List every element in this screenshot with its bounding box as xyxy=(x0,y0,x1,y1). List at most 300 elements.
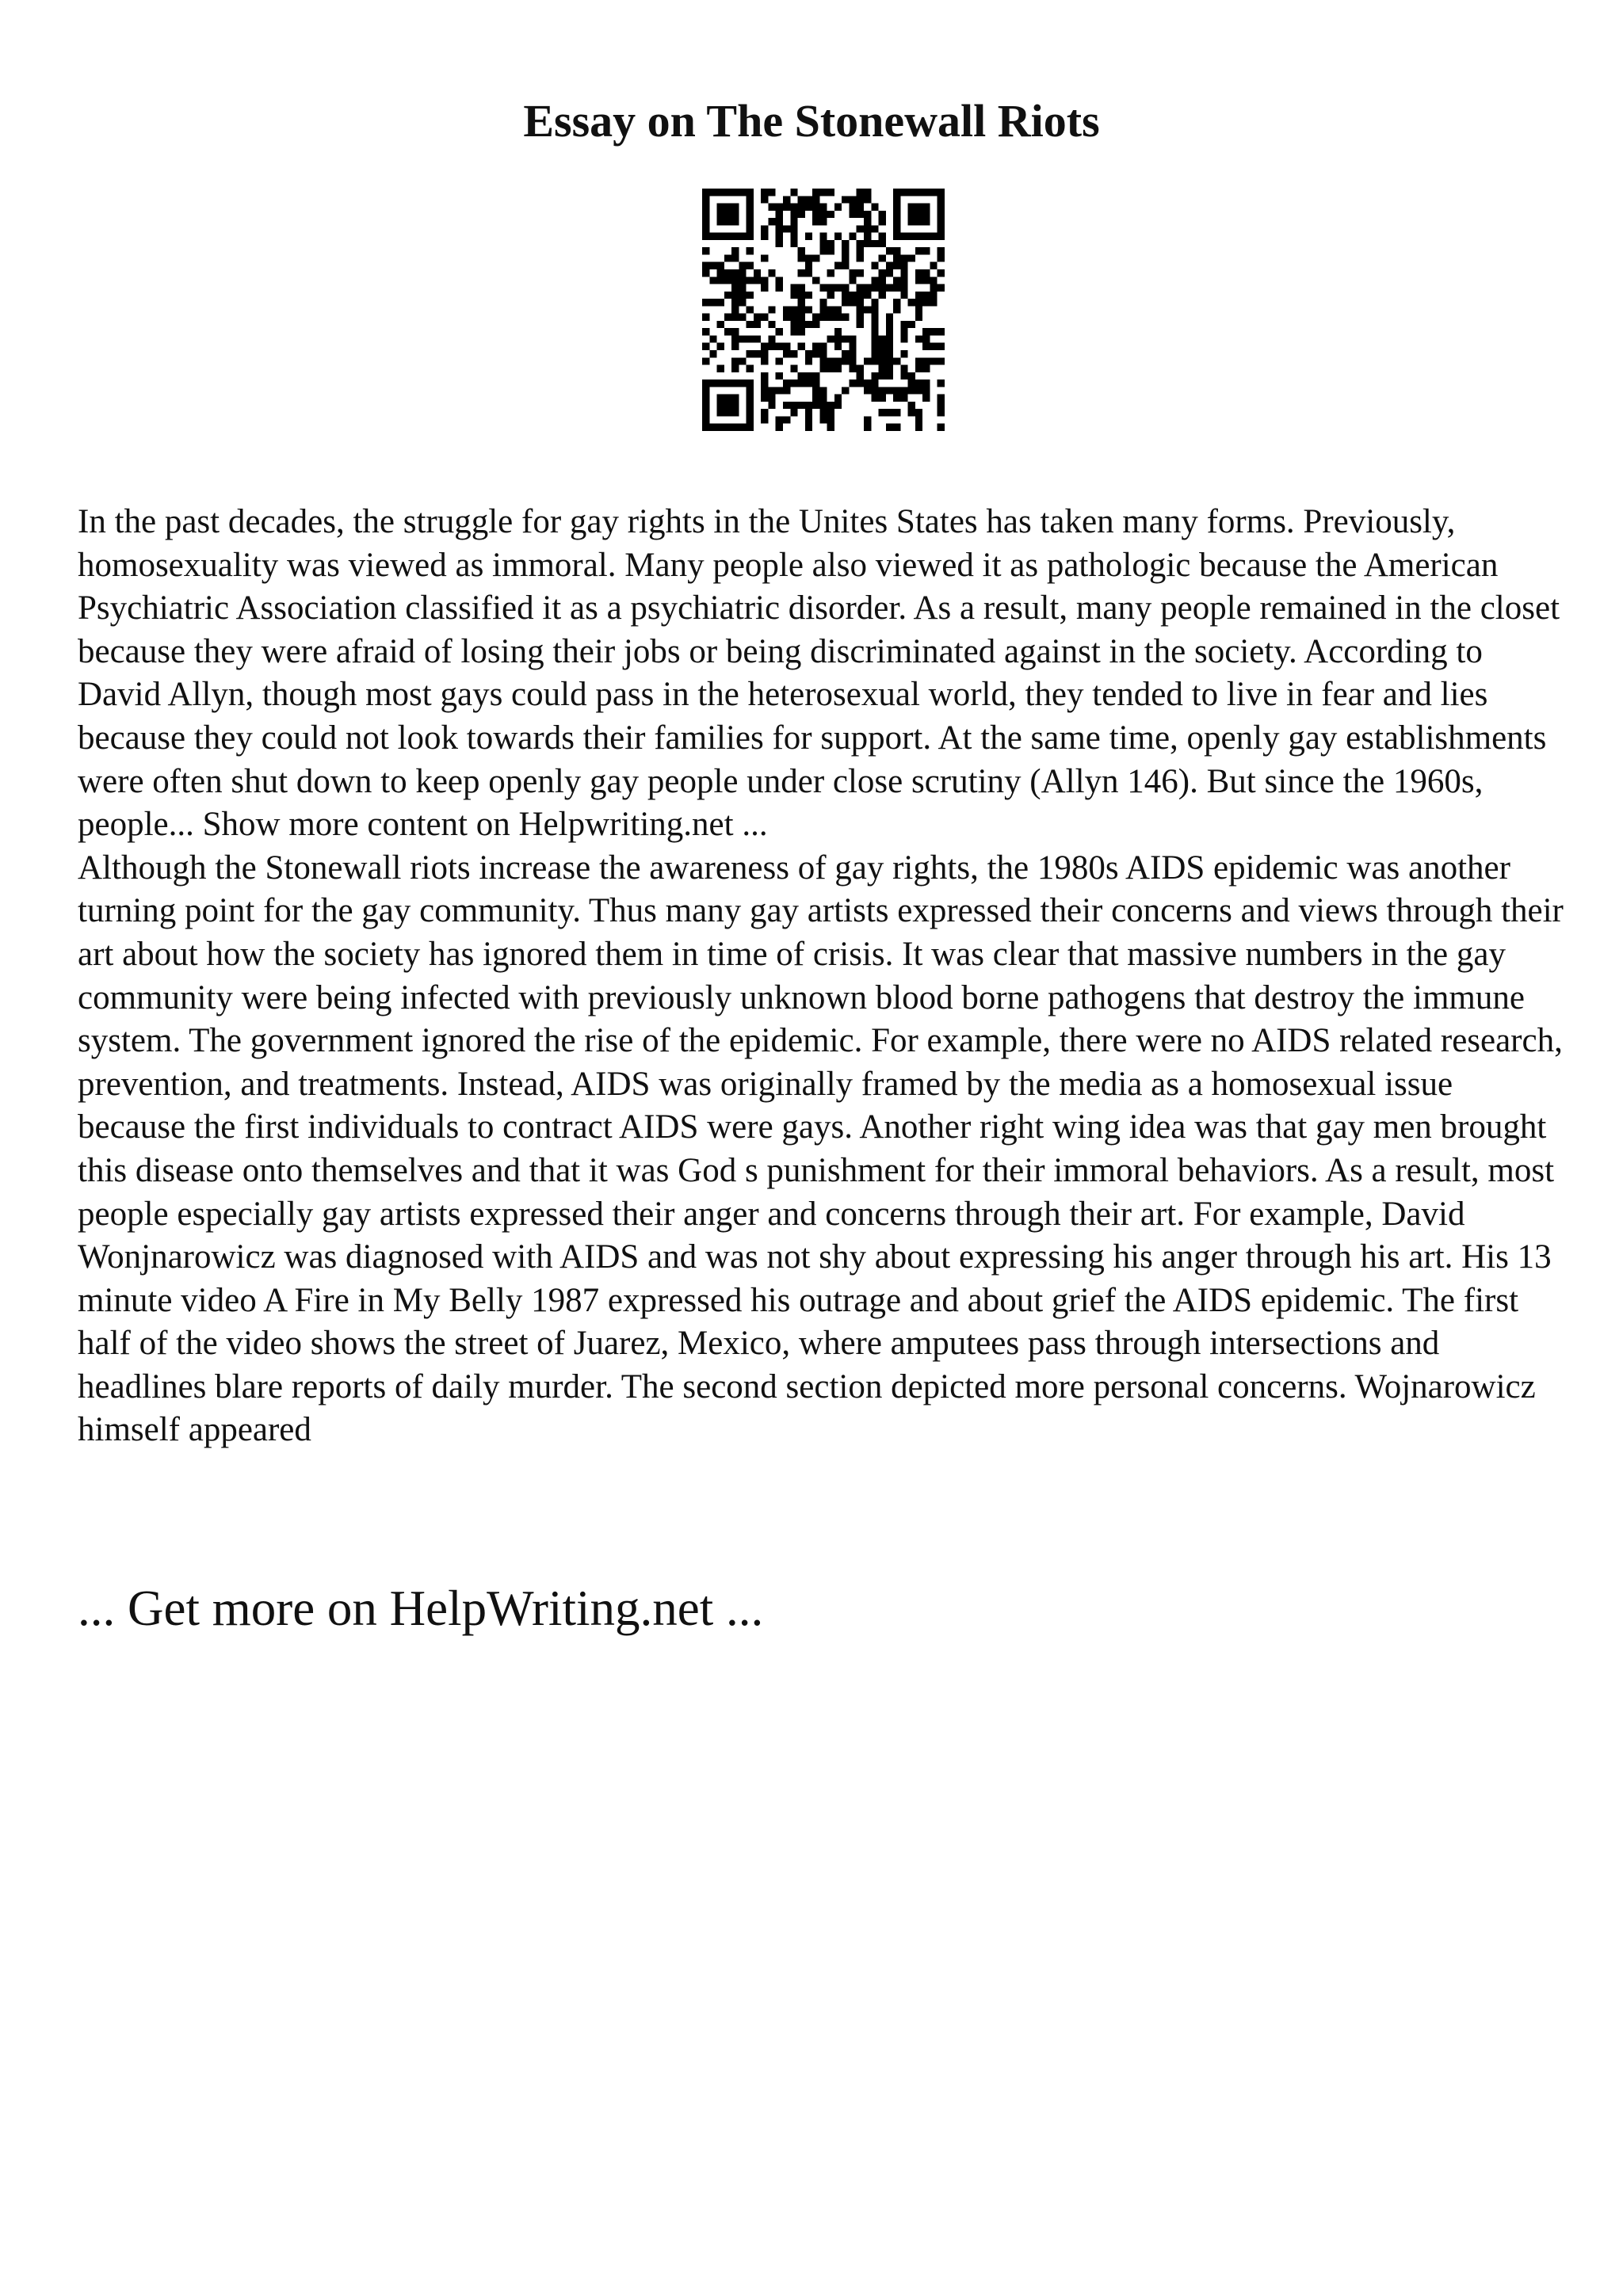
qr-module xyxy=(842,350,849,357)
qr-module xyxy=(900,292,907,299)
qr-module xyxy=(886,357,893,364)
qr-module xyxy=(768,269,775,277)
qr-module xyxy=(834,284,842,292)
qr-module xyxy=(908,372,915,379)
qr-module xyxy=(893,424,900,431)
qr-module xyxy=(776,233,783,240)
qr-module xyxy=(908,321,915,328)
qr-module xyxy=(864,225,871,232)
qr-module xyxy=(827,416,834,423)
qr-module xyxy=(702,233,709,240)
qr-module xyxy=(805,306,812,313)
qr-module xyxy=(849,379,856,387)
qr-module xyxy=(842,240,849,247)
qr-module xyxy=(938,211,945,218)
qr-module xyxy=(893,387,900,394)
qr-module xyxy=(834,365,842,372)
qr-module xyxy=(747,387,754,394)
qr-module xyxy=(922,387,930,394)
qr-module xyxy=(834,395,842,402)
qr-module xyxy=(783,196,790,203)
qr-module xyxy=(842,387,849,394)
qr-module xyxy=(871,204,878,211)
qr-module xyxy=(849,292,856,299)
qr-module xyxy=(798,254,805,261)
qr-module xyxy=(819,211,827,218)
qr-module xyxy=(819,402,827,409)
qr-module xyxy=(827,269,834,277)
qr-module xyxy=(827,306,834,313)
qr-module xyxy=(783,402,790,409)
qr-module xyxy=(900,335,907,342)
qr-module xyxy=(908,379,915,387)
qr-module xyxy=(915,211,922,218)
qr-module xyxy=(827,240,834,247)
qr-module xyxy=(768,321,775,328)
qr-module xyxy=(842,262,849,269)
qr-module xyxy=(790,240,797,247)
qr-module xyxy=(819,343,827,350)
qr-module xyxy=(886,343,893,350)
qr-module xyxy=(761,416,768,423)
qr-module xyxy=(731,292,739,299)
qr-module xyxy=(930,343,937,350)
qr-module xyxy=(930,189,937,196)
qr-module xyxy=(798,196,805,203)
qr-module xyxy=(819,189,827,196)
qr-module xyxy=(938,233,945,240)
qr-module xyxy=(761,189,768,196)
qr-module xyxy=(790,292,797,299)
qr-module xyxy=(871,335,878,342)
qr-module xyxy=(893,262,900,269)
qr-module xyxy=(761,284,768,292)
qr-module xyxy=(938,189,945,196)
qr-module xyxy=(922,328,930,335)
qr-module xyxy=(798,284,805,292)
qr-module xyxy=(790,350,797,357)
qr-module xyxy=(879,292,886,299)
qr-module xyxy=(827,365,834,372)
qr-module xyxy=(724,218,731,225)
qr-module xyxy=(900,277,907,284)
qr-module xyxy=(879,395,886,402)
get-more-link[interactable]: ... Get more on HelpWriting.net ... xyxy=(78,1581,764,1636)
qr-module xyxy=(731,409,739,416)
qr-module xyxy=(702,387,709,394)
qr-module xyxy=(879,218,886,225)
qr-module xyxy=(864,387,871,394)
qr-module xyxy=(871,284,878,292)
qr-module xyxy=(798,372,805,379)
qr-module xyxy=(768,204,775,211)
qr-module xyxy=(812,204,819,211)
qr-module xyxy=(768,218,775,225)
qr-module xyxy=(747,409,754,416)
qr-module xyxy=(731,379,739,387)
qr-module xyxy=(731,402,739,409)
qr-module xyxy=(930,284,937,292)
qr-module xyxy=(819,365,827,372)
qr-module xyxy=(702,357,709,364)
qr-module xyxy=(783,343,790,350)
qr-module xyxy=(930,292,937,299)
qr-module xyxy=(915,306,922,313)
qr-module xyxy=(739,284,746,292)
qr-module xyxy=(731,395,739,402)
qr-module xyxy=(908,387,915,394)
qr-module xyxy=(798,299,805,306)
qr-module xyxy=(900,321,907,328)
qr-module xyxy=(893,247,900,254)
qr-module xyxy=(805,196,812,203)
qr-module xyxy=(761,395,768,402)
qr-module xyxy=(900,233,907,240)
essay-body xyxy=(78,501,1568,1452)
qr-module xyxy=(938,254,945,261)
qr-module xyxy=(798,379,805,387)
qr-module xyxy=(731,211,739,218)
qr-module xyxy=(805,292,812,299)
qr-module xyxy=(724,395,731,402)
qr-module xyxy=(893,284,900,292)
qr-module xyxy=(776,204,783,211)
qr-module xyxy=(886,262,893,269)
qr-module xyxy=(879,409,886,416)
qr-module xyxy=(747,335,754,342)
qr-module xyxy=(717,204,724,211)
qr-module xyxy=(783,379,790,387)
qr-module xyxy=(783,204,790,211)
qr-module xyxy=(915,247,922,254)
qr-module xyxy=(805,233,812,240)
qr-module xyxy=(857,240,864,247)
qr-module xyxy=(879,233,886,240)
qr-module xyxy=(938,204,945,211)
qr-module xyxy=(871,379,878,387)
qr-module xyxy=(783,387,790,394)
qr-module xyxy=(922,189,930,196)
qr-module xyxy=(754,335,761,342)
qr-module xyxy=(761,350,768,357)
qr-module xyxy=(842,299,849,306)
qr-module xyxy=(798,321,805,328)
qr-module xyxy=(717,365,724,372)
qr-module xyxy=(938,402,945,409)
qr-module xyxy=(819,387,827,394)
qr-module xyxy=(915,314,922,321)
qr-module xyxy=(842,335,849,342)
qr-module xyxy=(827,284,834,292)
qr-module xyxy=(871,262,878,269)
qr-module xyxy=(879,269,886,277)
qr-module xyxy=(827,189,834,196)
qr-module xyxy=(915,357,922,364)
qr-module xyxy=(798,343,805,350)
qr-module xyxy=(717,409,724,416)
qr-module xyxy=(717,379,724,387)
qr-module xyxy=(747,196,754,203)
qr-module xyxy=(908,233,915,240)
qr-module xyxy=(908,299,915,306)
qr-module xyxy=(747,379,754,387)
qr-module xyxy=(790,328,797,335)
qr-module xyxy=(938,395,945,402)
qr-module xyxy=(783,416,790,423)
qr-module xyxy=(805,379,812,387)
qr-module xyxy=(724,424,731,431)
qr-module xyxy=(790,204,797,211)
qr-module xyxy=(864,218,871,225)
qr-module xyxy=(717,262,724,269)
qr-module xyxy=(819,299,827,306)
qr-module xyxy=(871,314,878,321)
qr-module xyxy=(776,416,783,423)
qr-module xyxy=(768,395,775,402)
qr-module xyxy=(827,357,834,364)
qr-module xyxy=(812,218,819,225)
qr-module xyxy=(938,409,945,416)
qr-module xyxy=(702,379,709,387)
qr-module xyxy=(776,277,783,284)
qr-module xyxy=(893,395,900,402)
qr-module xyxy=(864,379,871,387)
qr-module xyxy=(724,328,731,335)
qr-module xyxy=(702,204,709,211)
qr-module xyxy=(805,357,812,364)
qr-module xyxy=(776,343,783,350)
qr-module xyxy=(915,218,922,225)
qr-module xyxy=(819,357,827,364)
qr-module xyxy=(849,269,856,277)
qr-module xyxy=(747,247,754,254)
qr-module xyxy=(747,365,754,372)
qr-module xyxy=(798,328,805,335)
qr-module xyxy=(886,284,893,292)
qr-module xyxy=(783,306,790,313)
qr-module xyxy=(776,211,783,218)
qr-module xyxy=(871,240,878,247)
qr-module xyxy=(893,225,900,232)
qr-module xyxy=(768,343,775,350)
qr-module xyxy=(849,277,856,284)
qr-module xyxy=(731,357,739,364)
qr-module xyxy=(827,402,834,409)
qr-module xyxy=(886,328,893,335)
qr-module xyxy=(857,225,864,232)
qr-module xyxy=(717,424,724,431)
qr-module xyxy=(922,277,930,284)
qr-module xyxy=(864,424,871,431)
qr-module xyxy=(857,372,864,379)
qr-module xyxy=(709,379,716,387)
qr-module xyxy=(922,247,930,254)
qr-module xyxy=(834,204,842,211)
qr-module xyxy=(857,314,864,321)
qr-module xyxy=(893,204,900,211)
qr-module xyxy=(938,328,945,335)
qr-module xyxy=(886,409,893,416)
qr-module xyxy=(747,204,754,211)
qr-module xyxy=(834,402,842,409)
qr-module xyxy=(879,240,886,247)
qr-module xyxy=(724,314,731,321)
qr-module xyxy=(857,292,864,299)
qr-module xyxy=(747,321,754,328)
qr-module xyxy=(731,269,739,277)
qr-module xyxy=(842,284,849,292)
qr-module xyxy=(849,211,856,218)
qr-module xyxy=(798,204,805,211)
qr-module xyxy=(834,262,842,269)
qr-module xyxy=(915,204,922,211)
qr-module xyxy=(717,269,724,277)
qr-module xyxy=(834,335,842,342)
qr-module xyxy=(739,189,746,196)
qr-module xyxy=(709,262,716,269)
qr-module xyxy=(834,328,842,335)
qr-module xyxy=(702,262,709,269)
qr-module xyxy=(702,409,709,416)
qr-module xyxy=(747,189,754,196)
qr-module xyxy=(938,343,945,350)
qr-module xyxy=(900,395,907,402)
qr-module xyxy=(747,277,754,284)
qr-module xyxy=(915,299,922,306)
qr-module xyxy=(938,196,945,203)
qr-module xyxy=(798,402,805,409)
qr-module xyxy=(709,277,716,284)
qr-module xyxy=(893,357,900,364)
qr-module xyxy=(790,233,797,240)
qr-module xyxy=(776,424,783,431)
qr-module xyxy=(812,387,819,394)
qr-module xyxy=(805,402,812,409)
qr-module xyxy=(790,379,797,387)
qr-module xyxy=(747,292,754,299)
qr-module xyxy=(754,314,761,321)
qr-module xyxy=(849,299,856,306)
qr-module xyxy=(871,299,878,306)
qr-module xyxy=(790,409,797,416)
qr-module xyxy=(886,335,893,342)
qr-module xyxy=(819,240,827,247)
qr-module xyxy=(731,218,739,225)
qr-module xyxy=(805,372,812,379)
qr-module xyxy=(739,314,746,321)
qr-module xyxy=(864,196,871,203)
qr-module xyxy=(849,357,856,364)
qr-module xyxy=(879,343,886,350)
qr-module xyxy=(886,365,893,372)
qr-module xyxy=(842,254,849,261)
qr-module xyxy=(893,233,900,240)
qr-module xyxy=(827,335,834,342)
qr-module xyxy=(871,350,878,357)
qr-module xyxy=(754,269,761,277)
qr-module xyxy=(724,204,731,211)
qr-module xyxy=(790,225,797,232)
qr-module xyxy=(724,292,731,299)
qr-module xyxy=(834,306,842,313)
qr-module xyxy=(900,387,907,394)
essay-paragraph: In the past decades, the struggle for gay rights in the Unites States has taken many forms. Previously, homosexuality was viewed as immoral. Many people also viewed it as pathologic because the American Psychiatric Association classified it as a psychiatric disorder. As a result, many people remained in the closet because they were afraid of losing their jobs or being discriminated against in the society. According to David Allyn, though most gays could pass in the heterosexual world, they tended to live in fear and lies because they could not look towards their families for support. At the same time, openly gay establishments were often shut down to keep openly gay people under close scrutiny (Allyn 146). But since the 1960s, people... Show more content on Helpwriting.net ... xyxy=(78,503,1560,844)
qr-module xyxy=(938,284,945,292)
qr-module xyxy=(812,343,819,350)
qr-module xyxy=(805,416,812,423)
essay-paragraph: Although the Stonewall riots increase the awareness of gay rights, the 1980s AIDS epidemic was another turning point for the gay community. Thus many gay artists expressed their concerns and views through their art about how the society has ignored them in time of crisis. It was clear that massive numbers in the gay community were being infected with previously unknown blood borne pathogens that destroy the immune system. The government ignored the rise of the epidemic. For example, there were no AIDS related research, prevention, and treatments. Instead, AIDS was originally framed by the media as a homosexual issue because the first individuals to contract AIDS were gays. Another right wing idea was that gay men brought this disease onto themselves and that it was God s punishment for their immoral behaviors. As a result, most people especially gay artists expressed their anger and concerns through their art. For example, David Wonjnarowicz was diagnosed with AIDS and was not shy about expressing his anger through his art. His 13 minute video A Fire in My Belly 1987 expressed his outrage and about grief the AIDS epidemic. The first half of the video shows the street of Juarez, Mexico, where amputees pass through intersections and headlines blare reports of daily murder. The second section depicted more personal concerns. Wojnarowicz himself appeared xyxy=(78,849,1564,1449)
qr-module xyxy=(717,189,724,196)
qr-module xyxy=(857,365,864,372)
qr-module xyxy=(857,284,864,292)
qr-module xyxy=(922,269,930,277)
qr-module xyxy=(702,189,709,196)
qr-module xyxy=(938,225,945,232)
qr-module xyxy=(761,357,768,364)
qr-module xyxy=(754,350,761,357)
qr-module xyxy=(908,211,915,218)
qr-module xyxy=(798,247,805,254)
qr-module xyxy=(798,292,805,299)
qr-module xyxy=(747,306,754,313)
qr-module xyxy=(702,416,709,423)
qr-module xyxy=(731,277,739,284)
qr-module xyxy=(702,218,709,225)
qr-module xyxy=(893,306,900,313)
qr-module xyxy=(834,314,842,321)
qr-module xyxy=(731,233,739,240)
qr-module xyxy=(754,321,761,328)
qr-module xyxy=(938,424,945,431)
qr-module xyxy=(857,196,864,203)
qr-module xyxy=(724,409,731,416)
qr-module xyxy=(709,350,716,357)
qr-module xyxy=(886,372,893,379)
qr-module xyxy=(922,292,930,299)
qr-module xyxy=(739,357,746,364)
qr-module xyxy=(864,189,871,196)
qr-module xyxy=(819,233,827,240)
qr-module xyxy=(812,314,819,321)
qr-module xyxy=(739,277,746,284)
qr-module xyxy=(834,357,842,364)
qr-module xyxy=(871,321,878,328)
qr-module xyxy=(908,204,915,211)
qr-module xyxy=(849,233,856,240)
qr-module xyxy=(915,409,922,416)
qr-module xyxy=(754,277,761,284)
qr-module xyxy=(922,233,930,240)
qr-module xyxy=(879,284,886,292)
qr-module xyxy=(805,204,812,211)
qr-module xyxy=(731,247,739,254)
qr-module xyxy=(776,218,783,225)
qr-module xyxy=(717,218,724,225)
qr-module xyxy=(717,211,724,218)
qr-module xyxy=(915,189,922,196)
qr-module xyxy=(915,387,922,394)
qr-module xyxy=(798,306,805,313)
qr-module xyxy=(886,269,893,277)
qr-module xyxy=(747,262,754,269)
qr-module xyxy=(761,372,768,379)
qr-module xyxy=(761,409,768,416)
qr-module xyxy=(717,233,724,240)
qr-module xyxy=(938,218,945,225)
qr-module xyxy=(827,314,834,321)
qr-module xyxy=(930,357,937,364)
qr-module xyxy=(768,387,775,394)
